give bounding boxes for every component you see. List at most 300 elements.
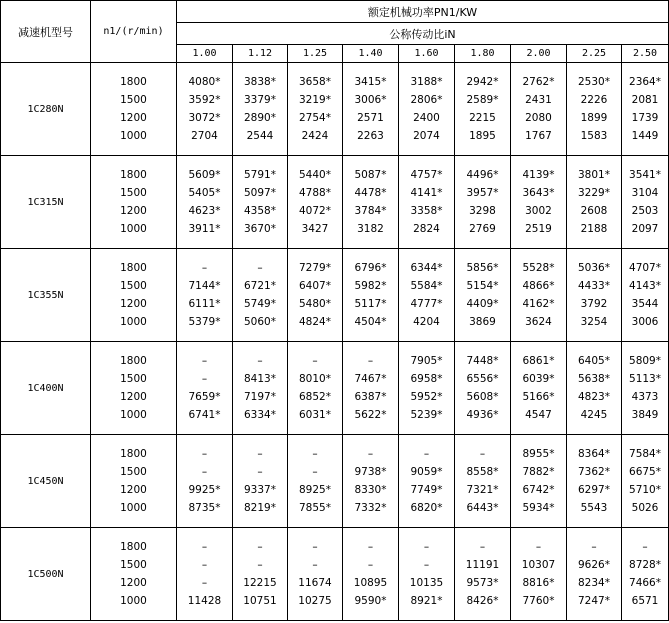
value-text: 3188*: [410, 76, 443, 88]
value-text: 1800: [120, 76, 147, 88]
value-text: 1800: [120, 448, 147, 460]
value-text: 6031*: [299, 409, 331, 421]
power-value-cell: [567, 435, 622, 528]
value-text: 11674: [298, 577, 332, 589]
value-text: 6861*: [522, 355, 555, 367]
model-cell: 1C315N: [1, 156, 91, 249]
power-value-cell: [455, 435, 511, 528]
power-value-cell: [511, 156, 567, 249]
value-text: 2431: [525, 94, 552, 106]
power-value-cell: [233, 63, 288, 156]
value-text: 4141*: [410, 187, 443, 199]
value-text: 12215: [243, 577, 277, 589]
model-cell: 1C450N: [1, 435, 91, 528]
value-text: 4072*: [299, 205, 331, 217]
value-text: 8234*: [578, 577, 610, 589]
power-value-cell: [567, 249, 622, 342]
value-text: 4245: [580, 409, 608, 421]
value-text: 7332*: [354, 502, 387, 514]
value-text: 7362*: [578, 466, 610, 478]
value-text: 1800: [120, 355, 147, 367]
value-text: –: [201, 559, 208, 571]
value-text: 3624: [525, 316, 552, 328]
value-text: 6297*: [578, 484, 610, 496]
value-text: 2215: [469, 112, 496, 124]
value-text: –: [367, 559, 374, 571]
value-text: 1000: [120, 502, 147, 514]
value-text: 8010*: [299, 373, 331, 385]
value-text: 1767: [525, 130, 552, 142]
value-text: 5982*: [354, 280, 387, 292]
value-text: 1895: [469, 130, 496, 142]
value-text: 7321*: [466, 484, 499, 496]
value-text: 6334*: [244, 409, 276, 421]
value-text: 7584*: [629, 448, 661, 460]
ratio-header-cell: 2.25: [567, 45, 622, 63]
value-text: –: [201, 373, 208, 385]
value-text: 1899: [580, 112, 608, 124]
value-text: –: [367, 541, 374, 553]
value-text: 3643*: [522, 187, 555, 199]
value-text: 5710*: [629, 484, 661, 496]
value-text: 8558*: [466, 466, 499, 478]
value-text: –: [201, 262, 208, 274]
value-text: 3182: [357, 223, 384, 235]
value-text: 3957*: [466, 187, 499, 199]
value-text: 8330*: [354, 484, 387, 496]
value-text: 2503: [631, 205, 659, 217]
value-text: 4409*: [466, 298, 499, 310]
power-value-cell: [177, 249, 233, 342]
value-text: 1000: [120, 316, 147, 328]
table-row: [1, 342, 669, 435]
value-text: 1200: [120, 298, 147, 310]
value-text: 6405*: [578, 355, 610, 367]
value-text: 4504*: [354, 316, 387, 328]
power-value-cell: [455, 63, 511, 156]
value-text: 1200: [120, 391, 147, 403]
value-text: 4162*: [522, 298, 555, 310]
value-text: 7467*: [354, 373, 387, 385]
ratio-header-cell: 1.12: [233, 45, 288, 63]
value-text: 3849: [631, 409, 659, 421]
value-text: –: [591, 541, 597, 553]
value-text: 1000: [120, 409, 147, 421]
value-text: 9573*: [466, 577, 499, 589]
value-text: 5026: [631, 502, 659, 514]
model-cell: 1C500N: [1, 528, 91, 621]
value-text: 8921*: [410, 595, 443, 607]
value-text: 10135: [409, 577, 444, 589]
value-text: –: [312, 355, 318, 367]
value-text: 3869: [469, 316, 496, 328]
value-text: 5638*: [578, 373, 610, 385]
value-text: 5749*: [244, 298, 276, 310]
value-text: 9738*: [354, 466, 387, 478]
value-text: 1500: [120, 187, 147, 199]
value-text: 6675*: [629, 466, 661, 478]
value-text: 2097: [631, 223, 659, 235]
value-text: 4080*: [188, 76, 221, 88]
value-text: –: [312, 448, 318, 460]
value-text: 4707*: [629, 262, 661, 274]
value-text: –: [201, 541, 208, 553]
value-text: –: [312, 541, 318, 553]
value-text: 3592*: [188, 94, 221, 106]
value-text: 1200: [120, 205, 147, 217]
value-text: 6741*: [188, 409, 221, 421]
value-text: 5934*: [522, 502, 555, 514]
value-text: 3658*: [299, 76, 331, 88]
table-body: [1, 63, 669, 621]
power-value-cell: [567, 156, 622, 249]
power-value-cell: [622, 528, 669, 621]
value-text: –: [201, 448, 208, 460]
value-text: 8925*: [299, 484, 331, 496]
value-text: 6039*: [522, 373, 555, 385]
value-text: 2074: [413, 130, 440, 142]
value-text: 1200: [120, 577, 147, 589]
power-value-cell: [288, 249, 343, 342]
value-text: 2364*: [629, 76, 661, 88]
value-text: –: [312, 559, 318, 571]
value-text: 1800: [120, 541, 147, 553]
value-text: 5809*: [629, 355, 661, 367]
speed-cell: [91, 528, 177, 621]
value-text: –: [423, 559, 430, 571]
value-text: 4824*: [299, 316, 331, 328]
value-text: 3792: [580, 298, 608, 310]
value-text: 3002: [525, 205, 552, 217]
value-text: 1000: [120, 223, 147, 235]
value-text: 1739: [631, 112, 659, 124]
value-text: 6742*: [522, 484, 555, 496]
value-text: 7882*: [522, 466, 555, 478]
power-value-cell: [455, 528, 511, 621]
value-text: –: [423, 448, 430, 460]
value-text: 5113*: [629, 373, 661, 385]
value-text: –: [257, 466, 263, 478]
power-value-cell: [233, 342, 288, 435]
value-text: –: [257, 541, 263, 553]
power-value-cell: [622, 63, 669, 156]
speed-cell: [91, 156, 177, 249]
power-value-cell: [399, 342, 455, 435]
value-text: 6852*: [299, 391, 331, 403]
value-text: 7905*: [410, 355, 443, 367]
value-text: 2704: [191, 130, 218, 142]
value-text: 5166*: [522, 391, 555, 403]
value-text: 4936*: [466, 409, 499, 421]
power-value-cell: [288, 156, 343, 249]
value-text: 6820*: [410, 502, 443, 514]
value-text: 4204: [413, 316, 440, 328]
power-value-cell: [455, 249, 511, 342]
power-value-cell: [622, 342, 669, 435]
value-text: –: [201, 355, 208, 367]
value-text: 3358*: [410, 205, 443, 217]
value-text: 3427: [301, 223, 329, 235]
value-text: –: [312, 466, 318, 478]
power-value-cell: [288, 528, 343, 621]
power-value-cell: [343, 249, 399, 342]
value-text: 4547: [525, 409, 552, 421]
value-text: –: [479, 448, 486, 460]
value-text: 3911*: [188, 223, 221, 235]
value-text: 10895: [353, 577, 388, 589]
table-row: [1, 435, 669, 528]
value-text: 7855*: [299, 502, 331, 514]
value-text: 5117*: [354, 298, 387, 310]
speed-column-header: [91, 1, 177, 63]
value-text: 3006*: [354, 94, 387, 106]
value-text: 4478*: [354, 187, 387, 199]
value-text: 6111*: [188, 298, 221, 310]
model-cell: 1C400N: [1, 342, 91, 435]
value-text: 3670*: [244, 223, 276, 235]
power-value-cell: [177, 528, 233, 621]
ratio-title: 公称传动比iN: [177, 23, 669, 45]
value-text: 9925*: [188, 484, 221, 496]
table-row: [1, 528, 669, 621]
value-text: 1500: [120, 466, 147, 478]
value-text: 2890*: [244, 112, 276, 124]
power-value-cell: [288, 342, 343, 435]
power-value-cell: [567, 342, 622, 435]
value-text: 8955*: [522, 448, 555, 460]
power-value-cell: [233, 528, 288, 621]
value-text: –: [535, 541, 542, 553]
ratio-header-cell: 1.80: [455, 45, 511, 63]
power-value-cell: [233, 435, 288, 528]
power-value-cell: [455, 342, 511, 435]
value-text: 7279*: [299, 262, 331, 274]
value-text: 3379*: [244, 94, 276, 106]
value-text: 7144*: [188, 280, 221, 292]
value-text: –: [642, 541, 648, 553]
ratio-header-cell: 1.40: [343, 45, 399, 63]
power-value-cell: [511, 435, 567, 528]
value-text: 6571: [631, 595, 659, 607]
value-text: 1200: [120, 484, 147, 496]
value-text: 3415*: [354, 76, 387, 88]
speed-cell: [91, 249, 177, 342]
power-value-cell: [233, 156, 288, 249]
value-text: 7749*: [410, 484, 443, 496]
value-text: 2081: [631, 94, 659, 106]
value-text: 5791*: [244, 169, 276, 181]
speed-cell: [91, 435, 177, 528]
power-value-cell: [399, 435, 455, 528]
value-text: 7466*: [629, 577, 661, 589]
value-text: 3072*: [188, 112, 221, 124]
value-text: 5609*: [188, 169, 221, 181]
value-text: 1500: [120, 280, 147, 292]
ratio-header-cell: 2.00: [511, 45, 567, 63]
value-text: 2942*: [466, 76, 499, 88]
value-text: 11191: [465, 559, 500, 571]
ratio-header-cell: 2.50: [622, 45, 669, 63]
value-text: 7247*: [578, 595, 610, 607]
power-value-cell: [455, 156, 511, 249]
value-text: 8816*: [522, 577, 555, 589]
value-text: 6556*: [466, 373, 499, 385]
value-text: 2754*: [299, 112, 331, 124]
value-text: 5952*: [410, 391, 443, 403]
value-text: 8413*: [244, 373, 276, 385]
value-text: 4757*: [410, 169, 443, 181]
power-value-cell: [567, 528, 622, 621]
power-value-cell: [511, 63, 567, 156]
value-text: 5856*: [466, 262, 499, 274]
value-text: 2188: [580, 223, 608, 235]
value-text: 2544: [246, 130, 274, 142]
value-text: 1500: [120, 94, 147, 106]
value-text: 2400: [413, 112, 440, 124]
value-text: 4788*: [299, 187, 331, 199]
value-text: 7659*: [188, 391, 221, 403]
value-text: 2608: [580, 205, 608, 217]
value-text: –: [201, 466, 208, 478]
power-value-cell: [399, 156, 455, 249]
value-text: 3006: [631, 316, 659, 328]
power-value-cell: [622, 249, 669, 342]
table-row: [1, 249, 669, 342]
value-text: 6407*: [299, 280, 331, 292]
power-value-cell: [343, 63, 399, 156]
power-value-cell: [343, 342, 399, 435]
value-text: 2226: [580, 94, 608, 106]
value-text: 2571: [357, 112, 384, 124]
ratio-header-cell: 1.00: [177, 45, 233, 63]
speed-cell: [91, 342, 177, 435]
value-text: 5440*: [299, 169, 331, 181]
value-text: 7448*: [466, 355, 499, 367]
value-text: 1200: [120, 112, 147, 124]
table-header: [1, 1, 669, 63]
power-value-cell: [343, 528, 399, 621]
value-text: 5154*: [466, 280, 499, 292]
value-text: 3801*: [578, 169, 610, 181]
value-text: 9059*: [410, 466, 443, 478]
value-text: –: [479, 541, 486, 553]
value-text: 1583: [580, 130, 608, 142]
model-cell: 1C355N: [1, 249, 91, 342]
value-text: 5584*: [410, 280, 443, 292]
power-value-cell: [511, 342, 567, 435]
value-text: 2589*: [466, 94, 499, 106]
value-text: 3219*: [299, 94, 331, 106]
value-text: 9590*: [354, 595, 387, 607]
value-text: 3229*: [578, 187, 610, 199]
value-text: 4623*: [188, 205, 221, 217]
value-text: 3784*: [354, 205, 387, 217]
ratio-header-cell: 1.60: [399, 45, 455, 63]
power-value-cell: [177, 435, 233, 528]
value-text: 5036*: [578, 262, 610, 274]
value-text: 2519: [525, 223, 552, 235]
power-value-cell: [343, 435, 399, 528]
power-value-cell: [177, 156, 233, 249]
value-text: 7760*: [522, 595, 555, 607]
value-text: 5528*: [522, 262, 555, 274]
value-text: 2762*: [522, 76, 555, 88]
power-value-cell: [288, 435, 343, 528]
table-row: [1, 156, 669, 249]
value-text: 4866*: [522, 280, 555, 292]
value-text: 6387*: [354, 391, 387, 403]
table-row: [1, 63, 669, 156]
value-text: 10307: [521, 559, 556, 571]
value-text: 1800: [120, 169, 147, 181]
power-value-cell: [399, 249, 455, 342]
value-text: 1000: [120, 130, 147, 142]
value-text: 2263: [357, 130, 384, 142]
value-text: 5087*: [354, 169, 387, 181]
value-text: 9337*: [244, 484, 276, 496]
value-text: 2769: [469, 223, 496, 235]
value-text: 5379*: [188, 316, 221, 328]
value-text: –: [201, 577, 208, 589]
value-text: 5608*: [466, 391, 499, 403]
value-text: 1800: [120, 262, 147, 274]
value-text: 5543: [580, 502, 608, 514]
value-text: 6344*: [410, 262, 443, 274]
value-text: 6443*: [466, 502, 499, 514]
value-text: 5060*: [244, 316, 276, 328]
value-text: 4823*: [578, 391, 610, 403]
power-value-cell: [399, 63, 455, 156]
value-text: 4143*: [629, 280, 661, 292]
value-text: 2806*: [410, 94, 443, 106]
model-cell: 1C280N: [1, 63, 91, 156]
value-text: 8219*: [244, 502, 276, 514]
power-value-cell: [343, 156, 399, 249]
power-value-cell: [399, 528, 455, 621]
power-value-cell: [233, 249, 288, 342]
value-text: 3254: [580, 316, 608, 328]
value-text: 1500: [120, 373, 147, 385]
value-text: 8728*: [629, 559, 661, 571]
value-text: 4373: [631, 391, 659, 403]
value-text: 6796*: [354, 262, 387, 274]
value-text: 11428: [187, 595, 222, 607]
value-text: 4777*: [410, 298, 443, 310]
value-text: 4433*: [578, 280, 610, 292]
value-text: 1500: [120, 559, 147, 571]
value-text: 9626*: [578, 559, 610, 571]
model-column-header: 减速机型号: [1, 1, 91, 63]
value-text: 5480*: [299, 298, 331, 310]
value-text: 10751: [243, 595, 277, 607]
value-text: 3104: [631, 187, 659, 199]
value-text: 3541*: [629, 169, 661, 181]
value-text: 4358*: [244, 205, 276, 217]
value-text: 3298: [469, 205, 496, 217]
power-value-cell: [288, 63, 343, 156]
value-text: 3544: [631, 298, 659, 310]
power-value-cell: [622, 435, 669, 528]
value-text: 2424: [301, 130, 329, 142]
value-text: 8364*: [578, 448, 610, 460]
value-text: 2824: [413, 223, 440, 235]
ratio-header-cell: 1.25: [288, 45, 343, 63]
value-text: 5405*: [188, 187, 221, 199]
value-text: 4496*: [466, 169, 499, 181]
power-value-cell: [177, 63, 233, 156]
value-text: 10275: [298, 595, 332, 607]
value-text: –: [367, 355, 374, 367]
